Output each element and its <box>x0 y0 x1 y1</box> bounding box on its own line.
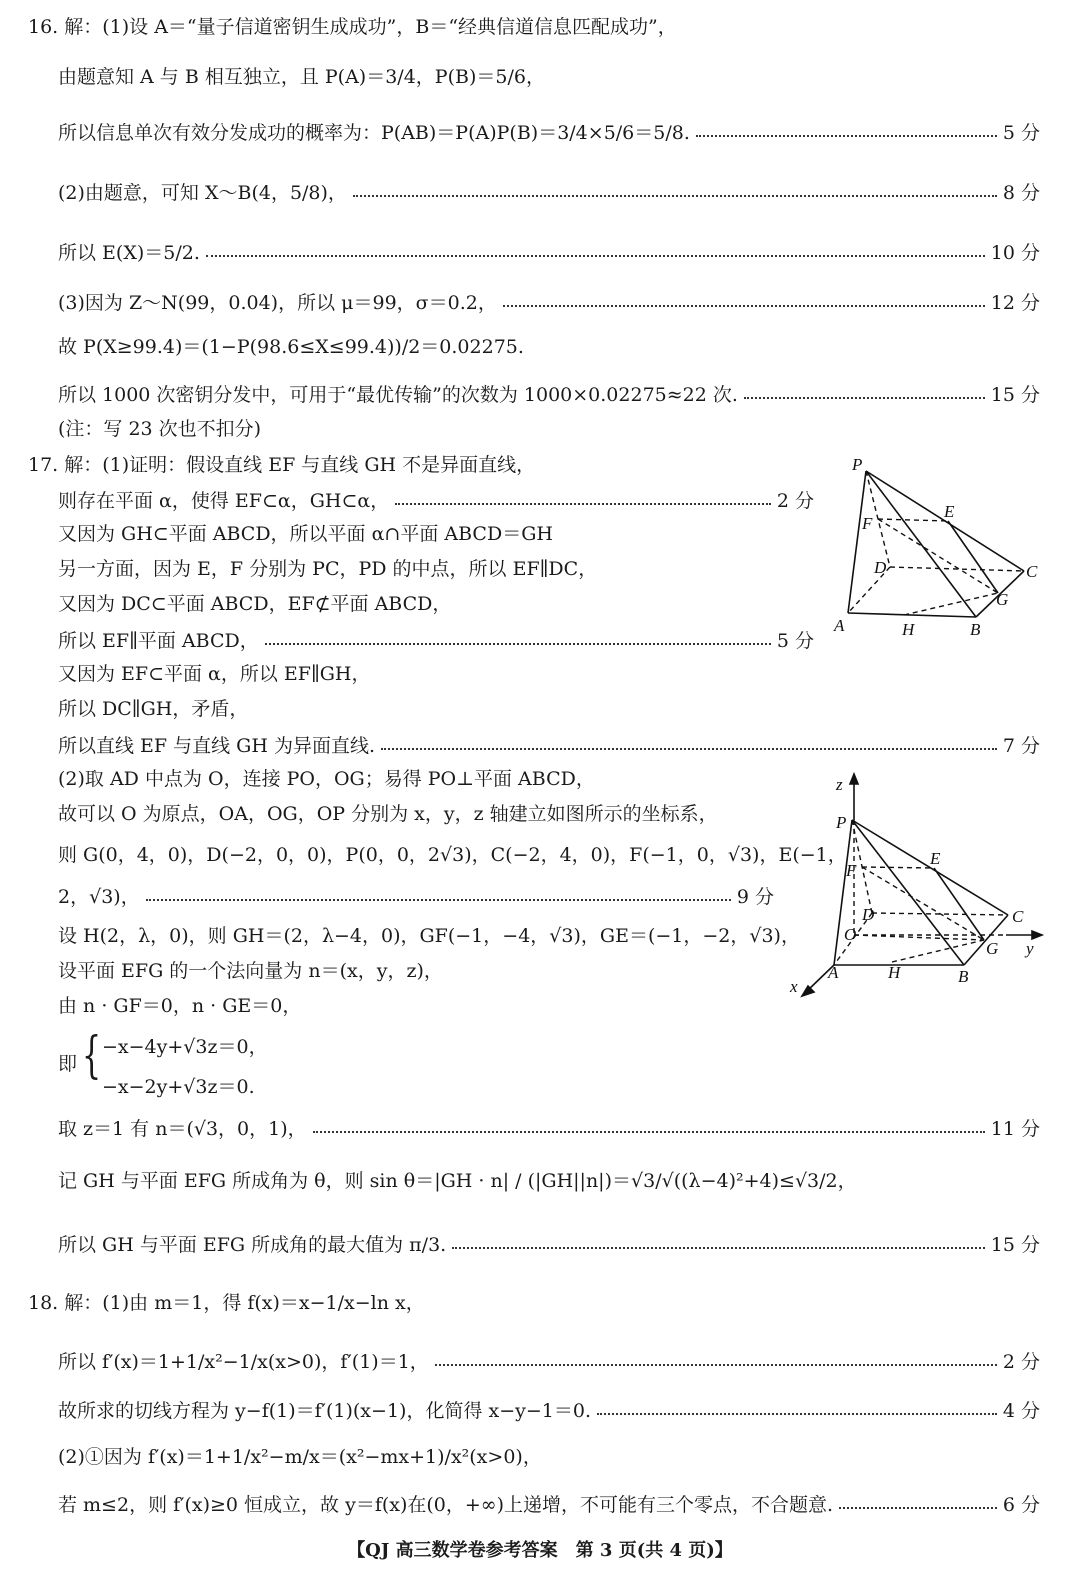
vertex-label-F: F <box>862 514 873 533</box>
leader-dots <box>435 1363 997 1366</box>
page-footer: 【QJ 高三数学卷参考答案 第 3 页(共 4 页)】 <box>347 1540 733 1561</box>
q17-line-18-row <box>58 1114 1040 1141</box>
vertex-label-E: E <box>930 849 941 868</box>
leader-dots <box>313 1130 985 1133</box>
vertex-label-x: x <box>790 977 798 996</box>
vertex-label-A: A <box>834 616 845 635</box>
vertex-label-H: H <box>902 620 915 639</box>
q17-line-13: 2，√3)， <box>58 886 140 908</box>
leader-dots <box>503 304 985 307</box>
q17-line-20: 所以 GH 与平面 EFG 所成角的最大值为 π/3. <box>58 1234 447 1256</box>
system-eq-1: −x−4y+√3z＝0， <box>102 1036 268 1058</box>
q17-line-1: 17. 解：(1)证明：假设直线 EF 与直线 GH 不是异面直线， <box>28 454 536 476</box>
score-label: 11 分 <box>990 1118 1040 1140</box>
q18-line-5: 若 m≤2，则 f′(x)≥0 恒成立，故 y＝f(x)在(0，+∞)上递增，不可能有三个零点，不合题意. <box>58 1494 834 1516</box>
q18-line-1: 18. 解：(1)由 m＝1，得 f(x)＝x−1/x−ln x， <box>28 1292 425 1314</box>
pyramid-figure-2 <box>788 770 1048 1000</box>
q17-line-2: 则存在平面 α，使得 EF⊂α，GH⊂α， <box>58 490 390 512</box>
q17-line-12: 则 G(0，4，0)，D(−2，0，0)，P(0，0，2√3)，C(−2，4，0)，F(−1，0，√3)，E(−1， <box>58 844 847 866</box>
q16-note: (注：写 23 次也不扣分) <box>58 418 262 440</box>
vertex-label-D: D <box>874 558 887 577</box>
q18-line-2: 所以 f′(x)＝1+1/x²−1/x(x>0)，f′(1)＝1， <box>58 1351 429 1373</box>
score-label: 6 分 <box>1002 1494 1040 1516</box>
system-label: 即 <box>58 1053 78 1075</box>
leader-dots <box>839 1506 997 1509</box>
figure-2-labels <box>789 775 1034 996</box>
q16-line-2: 由题意知 A 与 B 相互独立，且 P(A)＝3/4，P(B)＝5/6， <box>58 66 545 88</box>
leader-dots <box>381 747 997 750</box>
leader-dots <box>395 502 771 505</box>
vertex-label-B: B <box>958 967 969 986</box>
q17-line-3: 又因为 GH⊂平面 ABCD，所以平面 α∩平面 ABCD＝GH <box>58 523 553 545</box>
vertex-label-z: z <box>836 775 843 794</box>
vertex-label-C: C <box>1012 907 1024 926</box>
q17-line-6-row <box>58 626 814 653</box>
q16-line-5-row <box>58 238 1040 265</box>
pyramid-figure-1 <box>828 455 1048 645</box>
q16-line-7: 故 P(X≥99.4)＝(1−P(98.6≤X≤99.4))/2＝0.02275. <box>58 336 524 358</box>
q16-line-6: (3)因为 Z～N(99，0.04)，所以 μ＝99，σ＝0.2， <box>58 292 497 314</box>
q17-line-9: 所以直线 EF 与直线 GH 为异面直线. <box>58 735 375 757</box>
q18-line-5-row <box>58 1490 1040 1517</box>
score-label: 8 分 <box>1002 182 1040 204</box>
score-label: 15 分 <box>990 384 1040 406</box>
vertex-label-P: P <box>852 455 863 474</box>
q17-line-14: 设 H(2，λ，0)，则 GH＝(2，λ−4，0)，GF(−1，−4，√3)，GE＝(−1，−2，√3)， <box>58 925 800 947</box>
q17-line-18: 取 z＝1 有 n＝(√3，0，1)， <box>58 1118 307 1140</box>
leader-dots <box>744 396 985 399</box>
q17-line-9-row <box>58 731 1040 758</box>
q17-line-2-row <box>58 486 814 513</box>
score-label: 7 分 <box>1002 735 1040 757</box>
score-label: 9 分 <box>736 886 774 908</box>
leader-dots <box>597 1412 997 1415</box>
system-brace: { <box>82 1026 102 1084</box>
q16-line-5: 所以 E(X)＝5/2. <box>58 242 200 264</box>
q17-line-15: 设平面 EFG 的一个法向量为 n＝(x，y，z)， <box>58 960 443 982</box>
score-label: 10 分 <box>990 242 1040 264</box>
q16-line-8: 所以 1000 次密钥分发中，可用于“最优传输”的次数为 1000×0.02275≈22 次. <box>58 384 738 406</box>
q18-line-3: 故所求的切线方程为 y−f(1)＝f′(1)(x−1)，化简得 x−y−1＝0. <box>58 1400 591 1422</box>
q16-line-4-row <box>58 178 1040 205</box>
vertex-label-C: C <box>1026 562 1038 581</box>
leader-dots <box>353 194 997 197</box>
q16-line-3: 所以信息单次有效分发成功的概率为：P(AB)＝P(A)P(B)＝3/4×5/6＝5/8. <box>58 122 690 144</box>
score-label: 2 分 <box>776 490 814 512</box>
vertex-label-F: F <box>846 861 857 880</box>
q17-line-20-row <box>58 1230 1040 1257</box>
q18-line-2-row <box>58 1347 1040 1374</box>
system-eq-2: −x−2y+√3z＝0. <box>102 1076 255 1098</box>
vertex-label-y: y <box>1026 939 1034 958</box>
q17-line-19: 记 GH 与平面 EFG 所成角为 θ，则 sin θ＝|GH · n| / (|GH||n|)＝√3/√((λ−4)²+4)≤√3/2， <box>58 1170 857 1192</box>
score-label: 2 分 <box>1002 1351 1040 1373</box>
score-label: 5 分 <box>1002 122 1040 144</box>
q18-line-3-row <box>58 1396 1040 1423</box>
leader-dots <box>146 898 731 901</box>
q17-line-6: 所以 EF∥平面 ABCD， <box>58 630 259 652</box>
leader-dots <box>452 1246 985 1249</box>
q16-line-4: (2)由题意，可知 X～B(4，5/8)， <box>58 182 347 204</box>
vertex-label-D: D <box>862 905 875 924</box>
vertex-label-E: E <box>944 502 955 521</box>
q17-line-11: 故可以 O 为原点，OA，OG，OP 分别为 x，y，z 轴建立如图所示的坐标系， <box>58 803 718 825</box>
vertex-label-G: G <box>996 590 1009 609</box>
vertex-label-G: G <box>986 939 999 958</box>
score-label: 12 分 <box>990 292 1040 314</box>
vertex-label-A: A <box>828 963 839 982</box>
leader-dots <box>206 254 985 257</box>
leader-dots <box>696 134 997 137</box>
q17-line-8: 所以 DC∥GH，矛盾， <box>58 698 249 720</box>
q16-line-6-row <box>58 288 1040 315</box>
q16-line-1: 16. 解：(1)设 A＝“量子信道密钥生成成功”，B＝“经典信道信息匹配成功”， <box>28 16 677 38</box>
score-label: 4 分 <box>1002 1400 1040 1422</box>
q16-line-3-row <box>58 118 1040 145</box>
score-label: 15 分 <box>990 1234 1040 1256</box>
q17-line-16: 由 n · GF＝0，n · GE＝0， <box>58 995 302 1017</box>
q16-line-8-row <box>58 380 1040 407</box>
vertex-label-O: O <box>844 925 857 944</box>
q17-line-4: 另一方面，因为 E，F 分别为 PC，PD 的中点，所以 EF∥DC， <box>58 558 598 580</box>
q17-line-5: 又因为 DC⊂平面 ABCD，EF⊄平面 ABCD， <box>58 593 452 615</box>
q18-line-4: (2)①因为 f′(x)＝1+1/x²−m/x＝(x²−mx+1)/x²(x>0)， <box>58 1446 542 1468</box>
vertex-label-P: P <box>836 813 847 832</box>
q17-line-7: 又因为 EF⊂平面 α，所以 EF∥GH， <box>58 663 371 685</box>
leader-dots <box>265 642 771 645</box>
q17-line-13-row <box>58 882 774 909</box>
score-label: 5 分 <box>776 630 814 652</box>
vertex-label-B: B <box>970 620 981 639</box>
vertex-label-H: H <box>888 963 901 982</box>
q17-line-10: (2)取 AD 中点为 O，连接 PO，OG；易得 PO⊥平面 ABCD， <box>58 768 595 790</box>
